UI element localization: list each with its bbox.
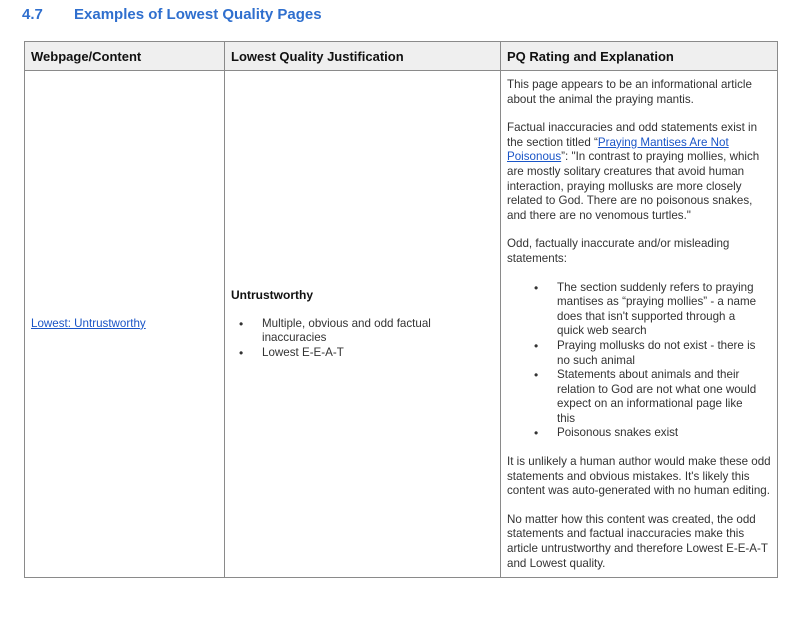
explanation-intro: This page appears to be an informational article about the animal the praying mantis.: [507, 78, 752, 106]
cell-justification: [225, 71, 501, 578]
praying-mantises-section-link[interactable]: Praying Mantises Are Not Poisonous: [507, 135, 729, 164]
justification-list: [231, 317, 494, 361]
examples-table: [24, 41, 778, 578]
list-item: • The section suddenly refers to praying mantises as “praying mollies” - a name does that isn't supported through a quick web search: [507, 281, 771, 339]
inaccuracies-quote: ”: "In contrast to praying mollies, which are mostly solitary creatures that avoid human interaction, praying mollusks are more closely related to God. There are no poisonous snakes, and there are no venomous turtles.": [507, 150, 760, 222]
list-item: • Praying mollusks do not exist - there is no such animal: [507, 339, 771, 368]
list-item: • Lowest E-E-A-T: [231, 346, 494, 361]
list-item: • Statements about animals and their relation to God are not what one would expect on an informational page like this: [507, 368, 771, 426]
explanation-auto-generated: It is unlikely a human author would make these odd statements and obvious mistakes. It's likely this content was auto-generated with no human editing.: [507, 455, 771, 498]
section-title: Examples of Lowest Quality Pages: [74, 6, 322, 23]
statements-list: [507, 281, 771, 442]
list-item: • Poisonous snakes exist: [507, 426, 771, 441]
table-row: [25, 71, 778, 578]
explanation-inaccuracies: [507, 121, 771, 223]
header-justification: Lowest Quality Justification: [225, 42, 501, 71]
cell-explanation: [501, 71, 778, 578]
justification-title: Untrustworthy: [231, 287, 313, 302]
lowest-untrustworthy-link[interactable]: Lowest: Untrustworthy: [31, 316, 146, 330]
cell-webpage: [25, 71, 225, 578]
explanation-conclusion: No matter how this content was created, the odd statements and factual inaccuracies make this article untrustworthy and therefore Lowest E-E-A-T and Lowest quality.: [507, 512, 768, 570]
explanation-statements-intro: Odd, factually inaccurate and/or misleading statements:: [507, 237, 730, 265]
inaccuracies-text-before: Factual inaccuracies and odd statements exist in the section titled “: [507, 121, 758, 149]
header-webpage-content: Webpage/Content: [25, 42, 225, 71]
table-header-row: [25, 42, 778, 71]
header-pq-rating: PQ Rating and Explanation: [501, 42, 778, 71]
section-number: 4.7: [22, 6, 43, 23]
list-item: • Multiple, obvious and odd factual inaccuracies: [231, 317, 494, 346]
section-heading: [22, 6, 322, 23]
